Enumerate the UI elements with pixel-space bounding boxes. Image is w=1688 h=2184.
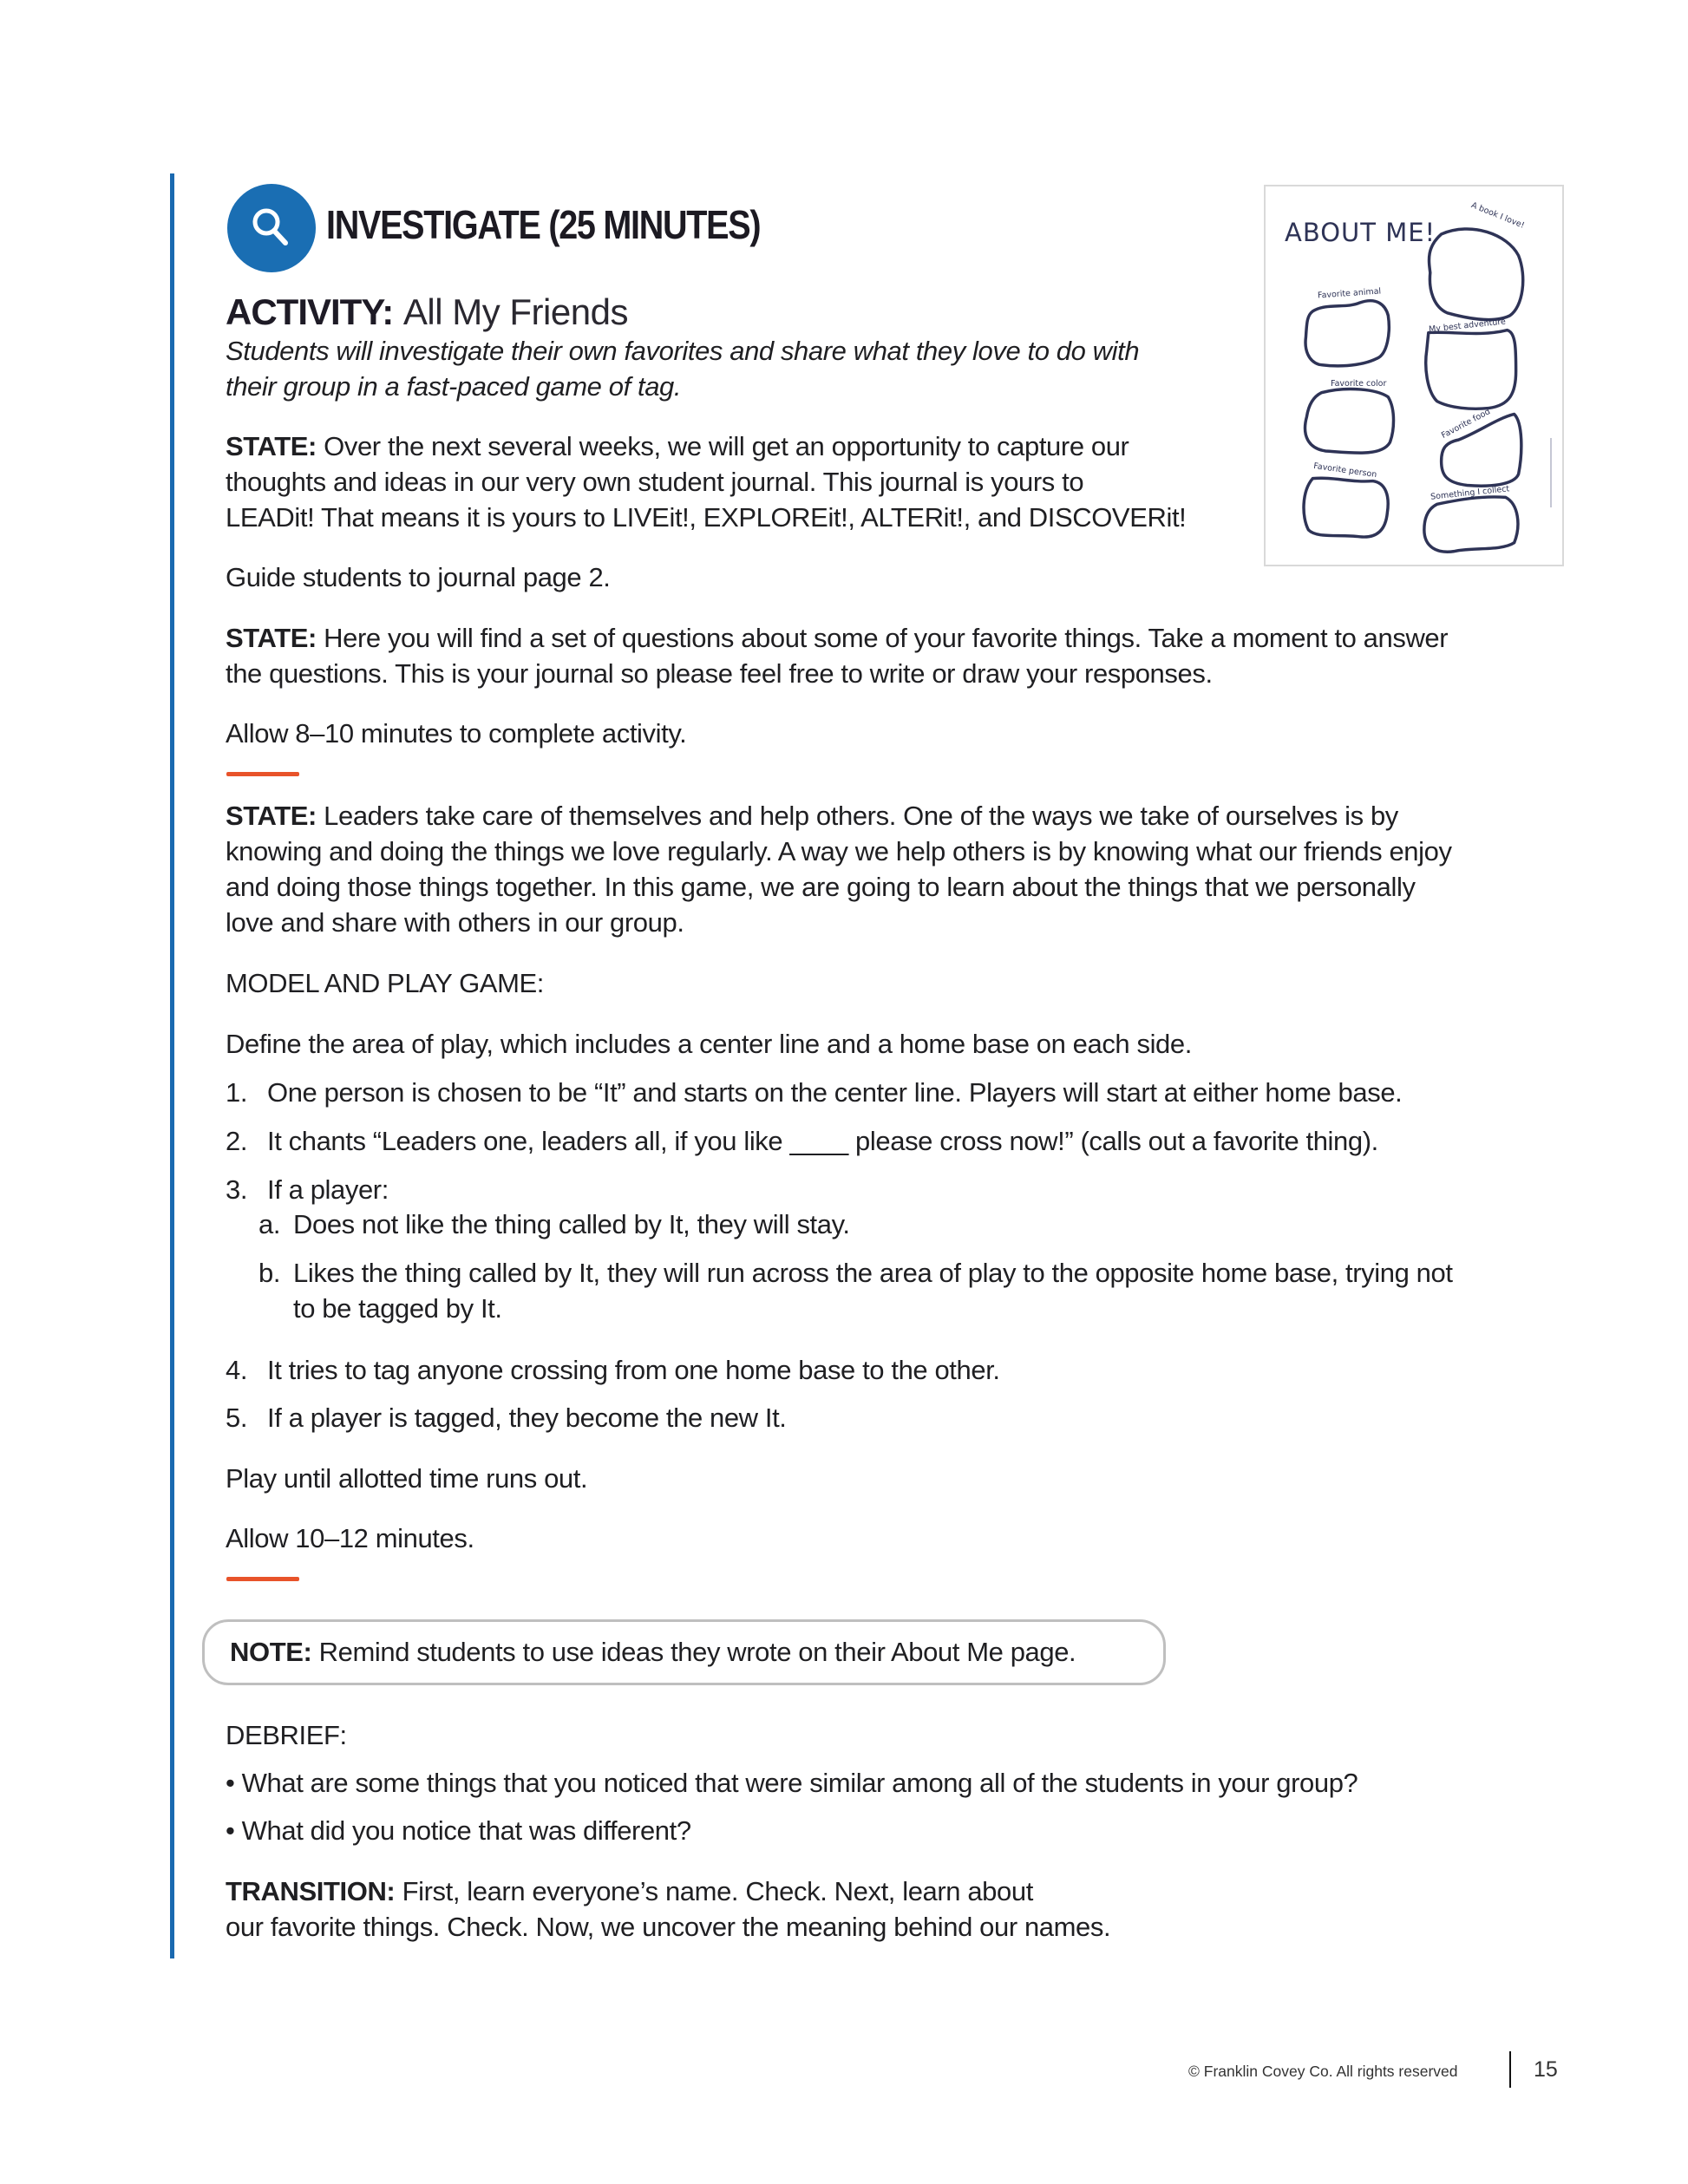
section-divider <box>226 1577 299 1581</box>
bullet-icon: • <box>226 1815 242 1846</box>
list-item: 1. One person is chosen to be “It” and starts on the center line. Players will start at either home base. <box>226 1077 1403 1108</box>
debrief-heading: DEBRIEF: <box>226 1720 347 1750</box>
section-accent-bar <box>170 173 174 1958</box>
footer-copyright: © Franklin Covey Co. All rights reserved <box>1188 2063 1458 2080</box>
sub-list-item: b. Likes the thing called by It, they will run across the area of play to the opposite home base, trying not to be tagged by It. <box>258 1258 1453 1324</box>
thumbnail-fine-print <box>1550 438 1552 507</box>
state-paragraph-1: STATE: Over the next several weeks, we will get an opportunity to capture our thoughts and ideas in our very own student journal. This journal is yours to LEADit! That means it is yours to LIVEit!, EXPLOREit!, ALTERit!, and DISCOVERit! <box>226 431 1187 533</box>
list-item: 4. It tries to tag anyone crossing from one home base to the other. <box>226 1355 1000 1385</box>
activity-title <box>226 291 628 333</box>
activity-description: Students will investigate their own favorites and share what they love to do with their group in a fast-paced game of tag. <box>226 336 1140 402</box>
magnifier-icon <box>227 184 316 272</box>
note-text: NOTE: Remind students to use ideas they wrote on their About Me page. <box>230 1637 1076 1667</box>
model-intro: Define the area of play, which includes a center line and a home base on each side. <box>226 1029 1192 1059</box>
list-item: 3. If a player: <box>226 1174 389 1205</box>
blank-line: ____ <box>789 1126 848 1156</box>
section-heading: INVESTIGATE (25 MINUTES) <box>326 202 761 247</box>
activity-label: ACTIVITY: <box>226 291 394 332</box>
list-item: 5. If a player is tagged, they become the new It. <box>226 1403 787 1433</box>
section-divider <box>226 772 299 776</box>
bullet-icon: • <box>226 1768 242 1798</box>
activity-name: All My Friends <box>402 291 628 332</box>
sub-list-item: a. Does not like the thing called by It, they will stay. <box>258 1209 850 1239</box>
time-allowance-1: Allow 8–10 minutes to complete activity. <box>226 718 687 749</box>
time-allowance-2: Allow 10–12 minutes. <box>226 1523 474 1553</box>
state-paragraph-3: STATE: Leaders take care of themselves and help others. One of the ways we take of ourselves is by knowing and doing the things we love regularly. A way we help others is by knowing what our friends enjoy and doing those things together. In this game, we are going to learn about the things that we personally love and share with others in our group. <box>226 801 1452 938</box>
page-number: 15 <box>1534 2057 1558 2082</box>
list-item: 2. It chants “Leaders one, leaders all, if you like ____ please cross now!” (calls out a favorite thing). <box>226 1126 1378 1156</box>
play-until: Play until allotted time runs out. <box>226 1463 588 1494</box>
thumbnail-title: ABOUT ME! <box>1285 218 1436 247</box>
footer-divider <box>1509 2051 1511 2088</box>
guide-instruction: Guide students to journal page 2. <box>226 562 611 592</box>
bullet-item: • What are some things that you noticed that were similar among all of the students in your group? <box>226 1768 1358 1798</box>
bullet-item: • What did you notice that was different? <box>226 1815 691 1846</box>
transition-paragraph: TRANSITION: First, learn everyone’s name. Check. Next, learn about our favorite things. Check. Now, we uncover the meaning behind our names. <box>226 1876 1111 1942</box>
state-paragraph-2: STATE: Here you will find a set of questions about some of your favorite things. Take a moment to answer the questions. This is your journal so please feel free to write or draw your responses. <box>226 623 1449 689</box>
model-heading: MODEL AND PLAY GAME: <box>226 968 544 998</box>
journal-page-thumbnail: ABOUT ME! A book I love! Favorite animal My best adventure Favorite color Favorite food Favorite person Something I collect <box>1264 185 1564 566</box>
